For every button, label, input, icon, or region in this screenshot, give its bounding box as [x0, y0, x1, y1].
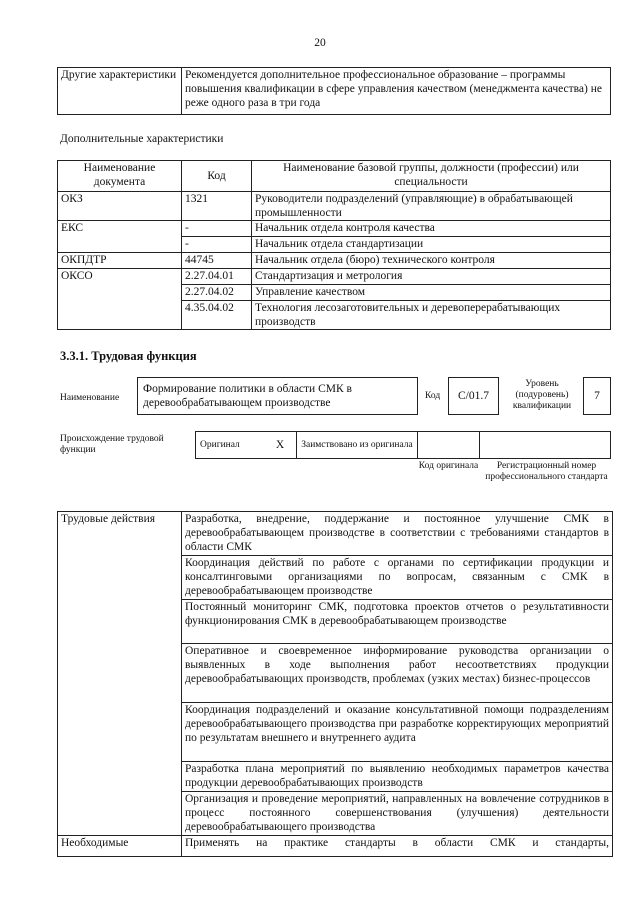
labor-action-item: Постоянный мониторинг СМК, подготовка проектов отчетов о результативности функционирования СМК в деревообрабатывающем производстве [182, 600, 613, 644]
row-name: Стандартизация и метрология [252, 269, 611, 285]
other-characteristics-text: Рекомендуется дополнительное профессиональное образование – программы повышения квалификации в сфере управления качеством (менеджмента качества) не реже одного раза в три года [182, 68, 611, 115]
origin-borrowed-label: Заимствовано из оригинала [301, 439, 413, 450]
origin-divider [417, 431, 418, 459]
origin-reg-caption: Регистрационный номер профессионального стандарта [485, 461, 608, 482]
labor-action-item: Разработка, внедрение, поддержание и постоянное улучшение СМК в деревообрабатывающем производстве в соответствии с требованиями стандартов в области СМК [182, 512, 613, 556]
function-heading: 3.3.1. Трудовая функция [60, 349, 197, 363]
function-code-box [448, 377, 499, 415]
labor-actions-label: Трудовые действия [58, 512, 182, 836]
other-characteristics-label: Другие характеристики [58, 68, 182, 115]
additional-characteristics-table [57, 160, 611, 330]
row-name: Начальник отдела стандартизации [252, 237, 611, 253]
origin-original-label: Оригинал [200, 439, 240, 450]
row-doc: ЕКС [58, 221, 182, 253]
row-doc: ОКПДТР [58, 253, 182, 269]
labor-action-item: Оперативное и своевременное информирование руководства организации о выявленных в ходе выполнения работ несоответствиях продукции деревообрабатывающих производств, проблемах (узких местах) бизнес-процессов [182, 644, 613, 703]
table-row [58, 512, 613, 556]
table-row [58, 836, 613, 857]
function-name-label: Наименование [60, 393, 120, 403]
table-row [58, 253, 611, 269]
function-level-value: 7 [594, 390, 600, 402]
table-header-row [58, 161, 611, 192]
row-code: 2.27.04.01 [182, 269, 252, 285]
row-code: 1321 [182, 192, 252, 221]
row-code: - [182, 221, 252, 237]
other-characteristics-table [57, 67, 611, 115]
labor-action-item: Организация и проведение мероприятий, направленных на вовлечение сотрудников в процесс постоянного совершенствования (улучшения) деятельности деревообрабатывающего производства [182, 792, 613, 836]
row-doc: ОКСО [58, 269, 182, 330]
row-name: Технология лесозаготовительных и деревоперерабатывающих производств [252, 301, 611, 330]
origin-code-caption: Код оригинала [418, 461, 479, 471]
function-level-box [583, 377, 611, 415]
header-document: Наименование документа [58, 161, 182, 192]
table-row [58, 269, 611, 285]
origin-divider [479, 431, 480, 459]
row-name: Управление качеством [252, 285, 611, 301]
table-row [58, 68, 611, 115]
function-name-value: Формирование политики в области СМК в деревообрабатывающем производстве [143, 383, 352, 409]
skills-label: Необходимые [58, 836, 182, 857]
header-name: Наименование базовой группы, должности (профессии) или специальности [252, 161, 611, 192]
function-code-label: Код [425, 391, 441, 401]
row-name: Начальник отдела (бюро) технического контроля [252, 253, 611, 269]
row-code: 44745 [182, 253, 252, 269]
additional-characteristics-heading: Дополнительные характеристики [60, 133, 224, 145]
function-level-label: Уровень (подуровень) квалификации [512, 379, 572, 411]
function-code-value: C/01.7 [458, 390, 489, 402]
page-number: 20 [314, 37, 326, 49]
origin-mark: X [275, 439, 285, 451]
table-row [58, 192, 611, 221]
origin-label: Происхождение трудовой функции [60, 434, 164, 455]
row-code: - [182, 237, 252, 253]
row-code: 2.27.04.02 [182, 285, 252, 301]
row-name: Начальник отдела контроля качества [252, 221, 611, 237]
labor-action-item: Разработка плана мероприятий по выявлению необходимых параметров качества продукции деревообрабатывающих производств [182, 762, 613, 792]
row-name: Руководители подразделений (управляющие) в обрабатывающей промышленности [252, 192, 611, 221]
labor-actions-table [57, 511, 613, 857]
table-row [58, 221, 611, 237]
labor-action-item: Координация подразделений и оказание консультативной помощи подразделениям деревообрабатывающего производства при разработке корректирующих мероприятий по результатам внешнего и внутреннего аудита [182, 703, 613, 762]
row-code: 4.35.04.02 [182, 301, 252, 330]
function-name-box [137, 377, 418, 415]
header-code: Код [182, 161, 252, 192]
skills-item: Применять на практике стандарты в области СМК и стандарты, [182, 836, 613, 857]
row-doc: ОКЗ [58, 192, 182, 221]
labor-action-item: Координация действий по работе с органами по сертификации продукции и консалтинговыми организациями по вопросам, связанным с СМК в деревообрабатывающем производстве [182, 556, 613, 600]
